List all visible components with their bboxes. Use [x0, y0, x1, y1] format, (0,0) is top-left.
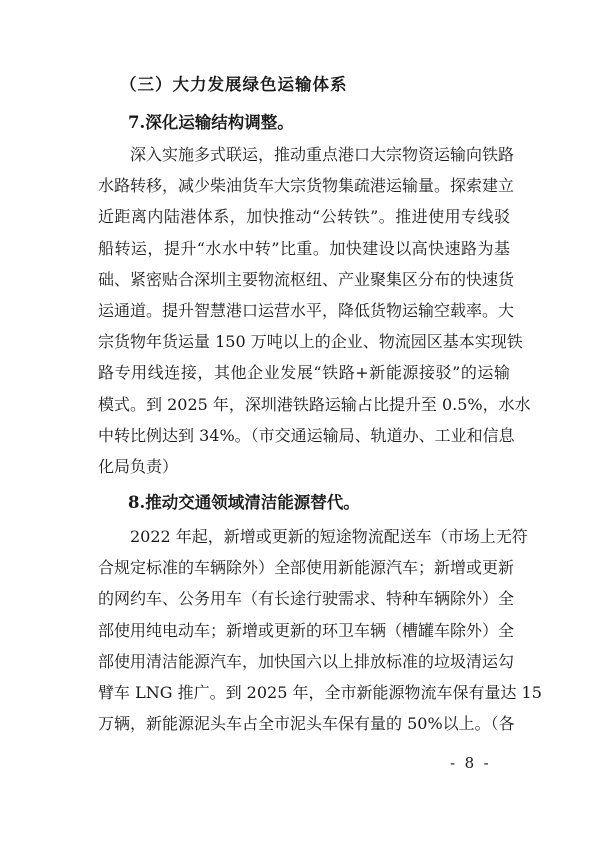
- section-heading: （三）大力发展绿色运输体系: [120, 75, 348, 94]
- text-line: 路专用线连接，其他企业发展“铁路+新能源接驳”的运输: [98, 363, 510, 383]
- item-7-paragraph: [98, 139, 531, 482]
- text-line: 2022 年起，新增或更新的短途物流配送车（市场上无符: [130, 527, 528, 546]
- text-line: 部使用纯电动车；新增或更新的环卫车辆（槽罐车除外）全: [98, 620, 515, 640]
- text-line: 臂车 LNG 推广。到 2025 年，全市新能源物流车保有量达 15: [98, 682, 542, 702]
- text-line: 的网约车、公务用车（有长途行驶需求、特种车辆除外）全: [98, 589, 515, 609]
- text-line: 船转运，提升“水水中转”比重。加快建设以高快速路为基: [98, 238, 510, 258]
- text-line: 中转比例达到 34%。（市交通运输局、轨道办、工业和信息: [98, 425, 515, 445]
- text-line: 合规定标准的车辆除外）全部使用新能源汽车；新增或更新: [98, 558, 515, 578]
- text-line: 化局负责）: [98, 456, 179, 476]
- text-line: 水路转移，减少柴油货车大宗货物集疏港运输量。探索建立: [98, 176, 515, 196]
- text-line: 部使用清洁能源汽车，加快国六以上排放标准的垃圾清运勾: [98, 651, 515, 671]
- text-line: 运通道。提升智慧港口运营水平，降低货物运输空载率。大: [98, 300, 515, 320]
- item-7-heading: 7.深化运输结构调整。: [128, 113, 294, 132]
- text-line: 近距离内陆港体系，加快推动“公转铁”。推进使用专线驳: [98, 207, 510, 227]
- text-line: 础、紧密贴合深圳主要物流枢纽、产业聚集区分布的快速货: [98, 269, 515, 289]
- item-8-paragraph: [98, 521, 542, 739]
- text-line: 宗货物年货运量 150 万吨以上的企业、物流园区基本实现铁: [98, 332, 523, 352]
- item-8-heading: 8.推动交通领域清洁能源替代。: [128, 493, 360, 512]
- text-line: 深入实施多式联运，推动重点港口大宗物资运输向铁路: [130, 145, 515, 164]
- page-number: - 8 -: [450, 754, 489, 772]
- text-line: 模式。到 2025 年，深圳港铁路运输占比提升至 0.5%，水水: [98, 394, 531, 414]
- text-line: 万辆，新能源泥头车占全市泥头车保有量的 50%以上。（各: [98, 714, 515, 734]
